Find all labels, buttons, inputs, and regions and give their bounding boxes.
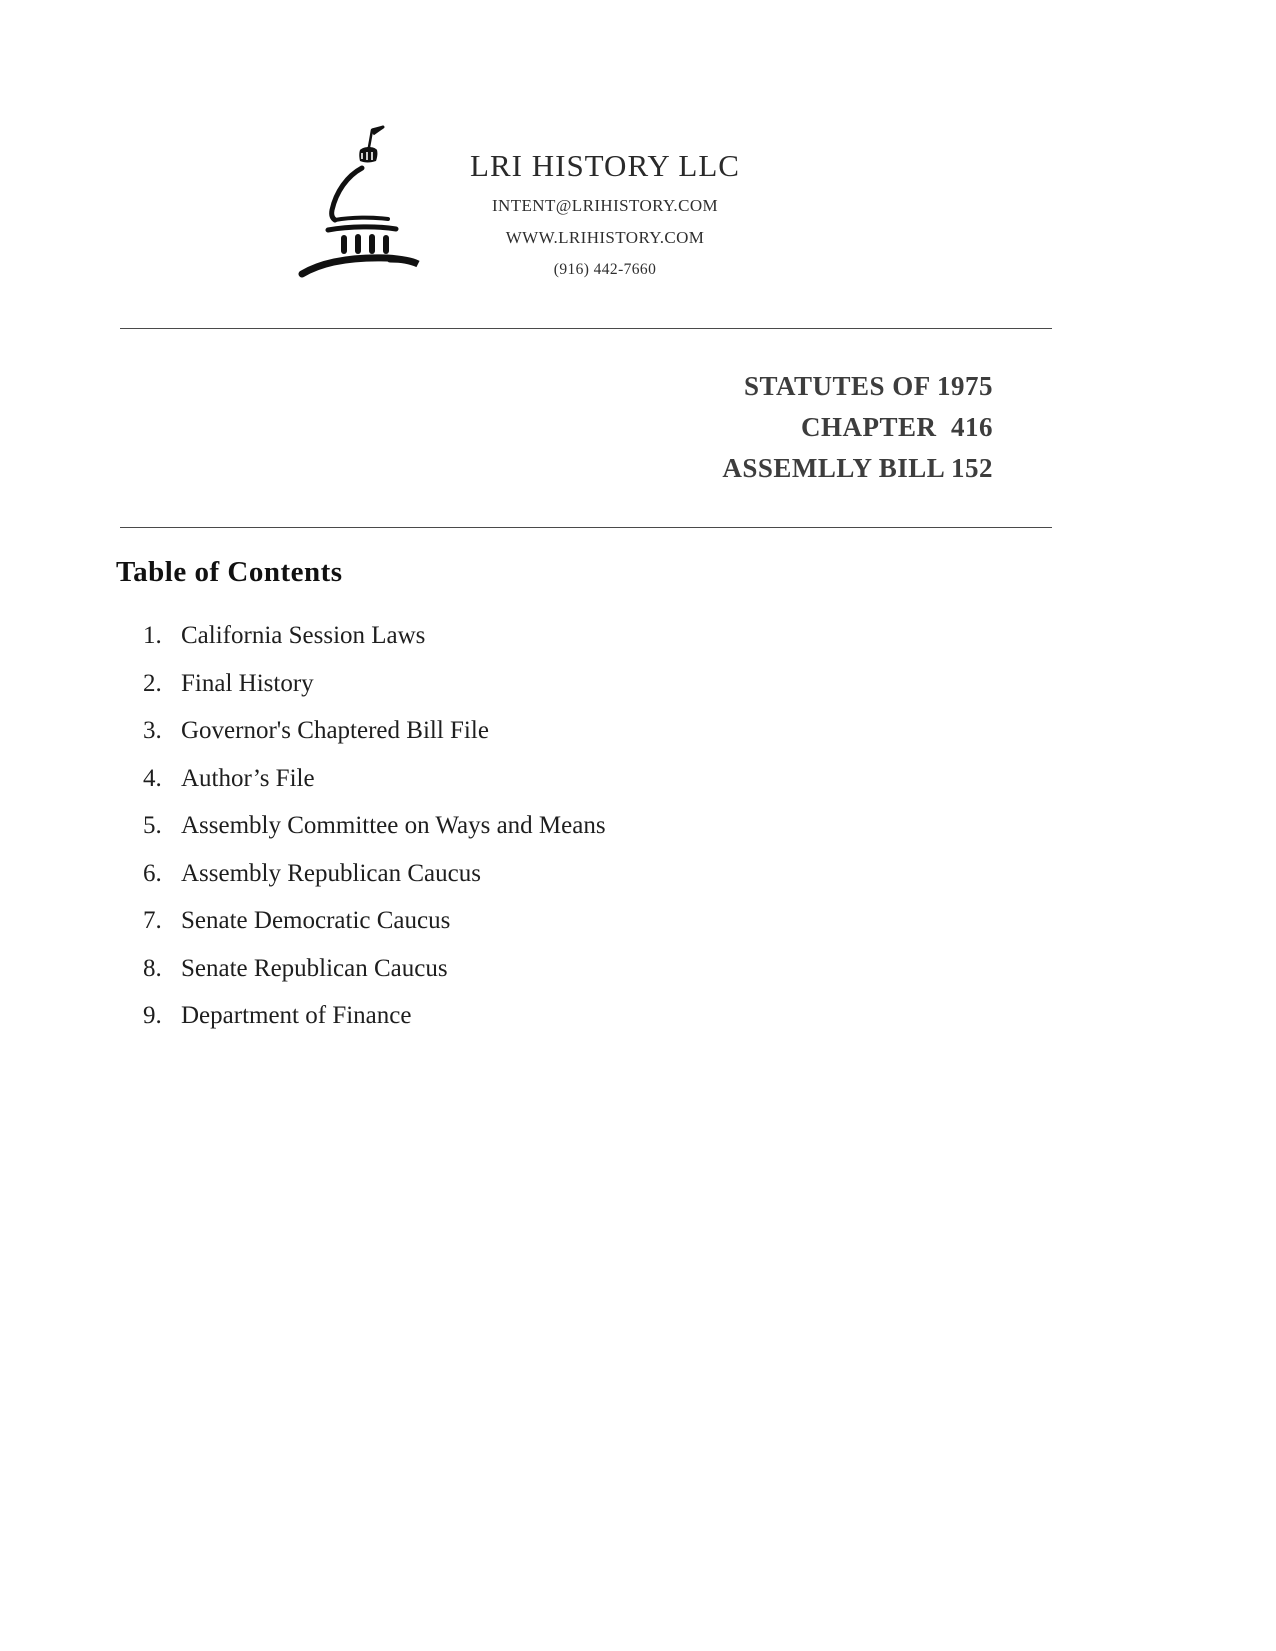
item-number: 8. (143, 954, 162, 982)
item-number: 6. (143, 859, 162, 887)
statutes-title-block (722, 366, 993, 489)
divider-bottom (120, 527, 1052, 528)
item-label: Assembly Committee on Ways and Means (181, 812, 606, 839)
divider-top (120, 328, 1052, 329)
list-item (143, 907, 606, 934)
list-item (143, 812, 606, 839)
item-label: Governor's Chaptered Bill File (181, 717, 489, 744)
item-number: 3. (143, 717, 162, 744)
company-name: LRI HISTORY LLC (470, 148, 740, 183)
item-label: Senate Republican Caucus (181, 954, 448, 982)
list-item (143, 622, 606, 649)
company-email: INTENT@LRIHISTORY.COM (491, 196, 719, 215)
item-number: 4. (143, 764, 162, 792)
chapter-line: CHAPTER 416 (800, 412, 993, 442)
item-number: 5. (143, 812, 162, 839)
item-number: 7. (143, 907, 162, 934)
item-label: Assembly Republican Caucus (181, 859, 481, 887)
item-number: 2. (143, 669, 162, 697)
list-item (143, 717, 606, 744)
item-label: Senate Democratic Caucus (181, 907, 451, 934)
list-item (143, 955, 606, 982)
capitol-sketch-icon (292, 118, 447, 288)
statutes-line: STATUTES OF 1975 (743, 371, 993, 401)
item-number: 9. (143, 1002, 162, 1029)
toc-heading: Table of Contents (116, 556, 343, 588)
item-label: Department of Finance (181, 1002, 412, 1029)
list-item (143, 860, 606, 887)
list-item (143, 765, 606, 792)
company-website: WWW.LRIHISTORY.COM (505, 228, 705, 247)
company-phone: (916) 442-7660 (553, 261, 657, 278)
item-label: Final History (181, 669, 314, 697)
item-number: 1. (143, 622, 162, 649)
toc-list (143, 622, 606, 1050)
list-item (143, 1002, 606, 1029)
company-header (430, 148, 780, 279)
item-label: Author’s File (181, 764, 315, 792)
list-item (143, 670, 606, 697)
item-label: California Session Laws (181, 622, 426, 649)
assembly-bill-line: ASSEMLLY BILL 152 (722, 453, 993, 483)
